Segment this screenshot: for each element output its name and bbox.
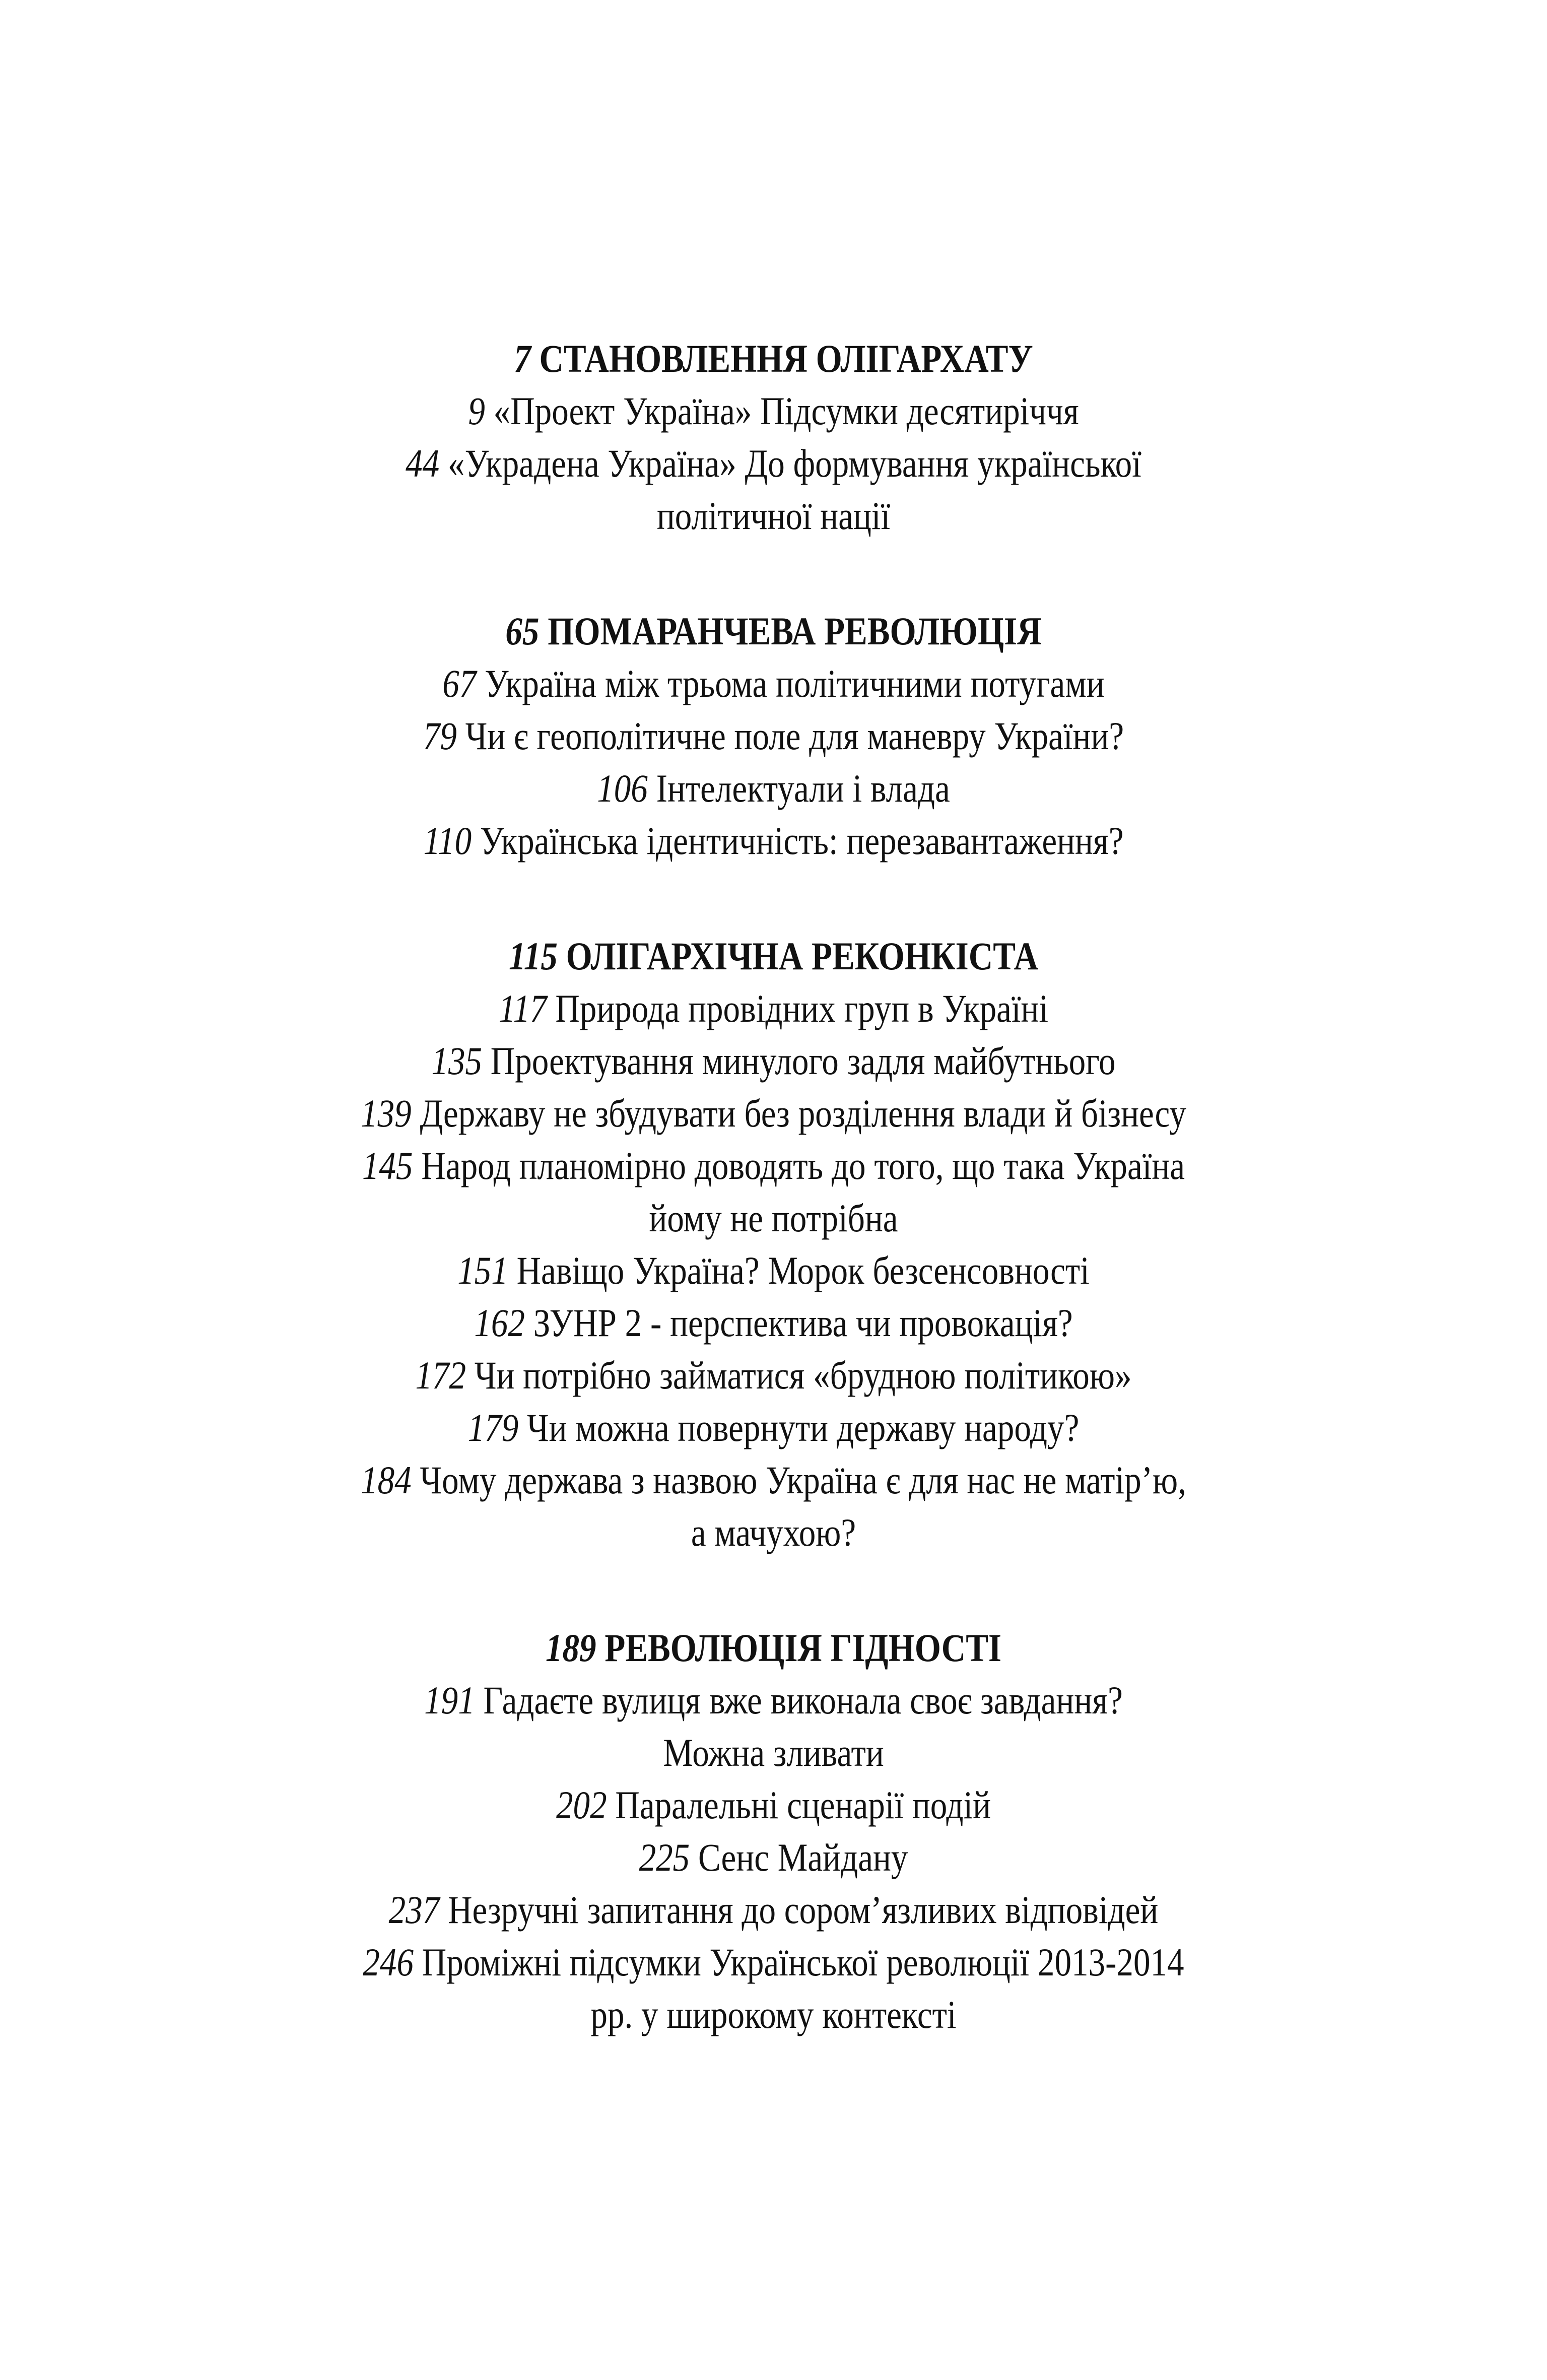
entry-title-continuation: йому не потрібна	[649, 1196, 898, 1240]
toc-entry	[108, 1035, 1439, 1087]
toc-entry	[108, 1402, 1439, 1454]
toc-entry	[108, 1454, 1439, 1506]
page-number: 237	[388, 1888, 440, 1932]
entry-title: «Проект Україна» Підсумки десятиріччя	[493, 389, 1079, 433]
toc-entry	[108, 1349, 1439, 1402]
toc-entry	[108, 1140, 1439, 1192]
section-heading	[108, 605, 1439, 657]
entry-title: Чому держава з назвою Україна є для нас не матір’ю,	[420, 1458, 1186, 1502]
page-number: 246	[363, 1940, 414, 1984]
entry-title: Проектування минулого задля майбутнього	[490, 1039, 1116, 1083]
entry-title-continuation: рр. у широкому контексті	[590, 1993, 957, 2036]
page-number: 65	[505, 609, 540, 653]
page-number: 184	[361, 1458, 412, 1502]
section-title: СТАНОВЛЕННЯ ОЛІГАРХАТУ	[539, 337, 1033, 380]
entry-title: Державу не збудувати без розділення влади й бізнесу	[420, 1091, 1186, 1135]
entry-title: «Украдена Україна» До формування української	[448, 441, 1141, 485]
page-number: 106	[597, 766, 648, 810]
entry-title-continuation: Можна зливати	[663, 1731, 884, 1774]
entry-title: Гадаєте вулиця вже виконала своє завдання?	[483, 1678, 1123, 1722]
page-number: 115	[508, 934, 558, 978]
page-number: 117	[498, 986, 547, 1030]
page-number: 202	[556, 1783, 607, 1827]
page-number: 7	[514, 337, 531, 380]
entry-title: Проміжні підсумки Української революції 2013-2014	[422, 1940, 1184, 1984]
toc-entry	[108, 437, 1439, 490]
page-number: 162	[474, 1301, 525, 1345]
section-title: РЕВОЛЮЦІЯ ГІДНОСТІ	[604, 1626, 1002, 1670]
entry-title: Незручні запитання до сором’язливих відповідей	[448, 1888, 1159, 1932]
toc-entry	[108, 1884, 1439, 1936]
toc-section	[0, 605, 1547, 867]
toc-entry	[108, 1831, 1439, 1884]
section-heading	[108, 333, 1439, 385]
entry-title: Україна між трьома політичними потугами	[485, 662, 1105, 705]
toc-entry	[108, 710, 1439, 762]
page-number: 179	[467, 1406, 519, 1449]
section-title: ПОМАРАНЧЕВА РЕВОЛЮЦІЯ	[548, 609, 1042, 653]
page-number: 145	[362, 1144, 413, 1187]
table-of-contents	[0, 333, 1547, 2104]
toc-section	[0, 333, 1547, 542]
page-number: 172	[415, 1353, 466, 1397]
toc-entry	[108, 657, 1439, 710]
page-number: 79	[423, 714, 457, 758]
page-number: 67	[442, 662, 477, 705]
toc-entry	[108, 1674, 1439, 1727]
entry-title: Чи потрібно займатися «брудною політикою»	[474, 1353, 1132, 1397]
entry-title: Українська ідентичність: перезавантаження?	[480, 819, 1124, 863]
entry-title: Паралельні сценарії подій	[615, 1783, 991, 1827]
page-number: 9	[468, 389, 485, 433]
page-number: 110	[423, 819, 472, 863]
page-number: 139	[361, 1091, 412, 1135]
entry-title-continuation: політичної нації	[656, 494, 891, 538]
toc-section	[0, 1622, 1547, 2041]
entry-title: ЗУНР 2 - перспектива чи провокація?	[533, 1301, 1073, 1345]
toc-section	[0, 930, 1547, 1559]
page-number: 225	[639, 1835, 690, 1879]
page-number: 151	[457, 1248, 508, 1292]
toc-entry	[108, 1087, 1439, 1140]
toc-entry	[108, 385, 1439, 437]
section-title: ОЛІГАРХІЧНА РЕКОНКІСТА	[566, 934, 1039, 978]
page-number: 191	[424, 1678, 475, 1722]
entry-title: Інтелектуали і влада	[656, 766, 950, 810]
toc-entry	[108, 982, 1439, 1035]
entry-title: Народ планомірно доводять до того, що така Україна	[421, 1144, 1185, 1187]
toc-entry	[108, 762, 1439, 815]
toc-entry	[108, 1297, 1439, 1349]
page-number: 189	[545, 1626, 596, 1670]
entry-title: Природа провідних груп в Україні	[555, 986, 1049, 1030]
entry-title: Навіщо Україна? Морок безсенсовності	[516, 1248, 1090, 1292]
toc-entry	[108, 1936, 1439, 1989]
entry-title: Чи можна повернути державу народу?	[527, 1406, 1080, 1449]
section-heading	[108, 930, 1439, 982]
entry-title: Чи є геополітичне поле для маневру України?	[465, 714, 1124, 758]
page-number: 135	[431, 1039, 483, 1083]
toc-entry	[108, 1244, 1439, 1297]
toc-entry	[108, 815, 1439, 867]
entry-title-continuation: а мачухою?	[691, 1510, 856, 1554]
page-number: 44	[406, 441, 440, 485]
entry-title: Сенс Майдану	[698, 1835, 908, 1879]
toc-entry	[108, 1779, 1439, 1831]
section-heading	[108, 1622, 1439, 1674]
